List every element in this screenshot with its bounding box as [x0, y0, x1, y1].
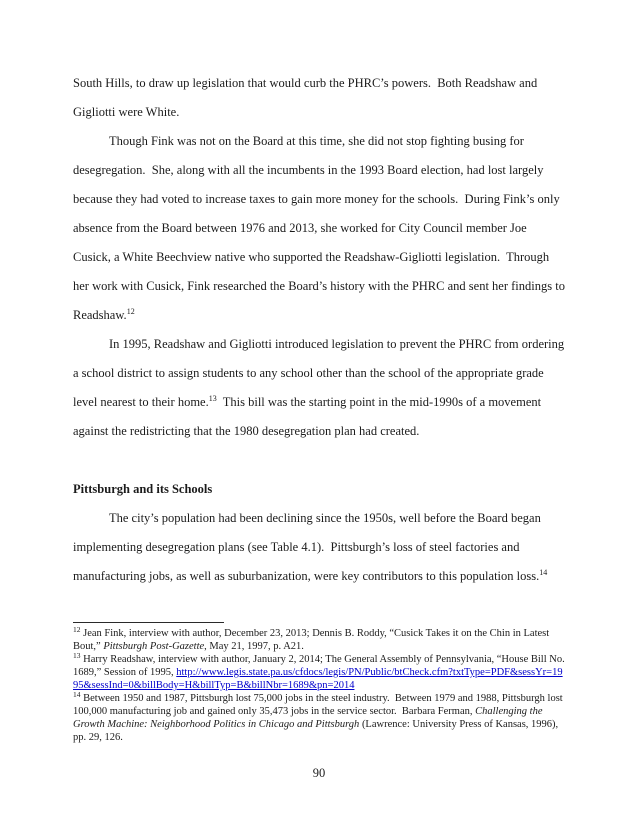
- section-heading: Pittsburgh and its Schools: [73, 482, 213, 496]
- footnote-13: [73, 653, 566, 692]
- body-paragraph-fink: [73, 127, 569, 330]
- footnote-12: [73, 627, 566, 653]
- page-number: 90: [312, 766, 326, 780]
- footnote-ref-14: 14: [539, 568, 548, 577]
- footnote-text: , May 21, 1997, p. A21.: [204, 641, 304, 652]
- paragraph-text: Though Fink was not on the Board at this time, she did not stop fighting busing for desegregation. She, along with all the incumbents in the 1993 Board election, had lost largely because they had voted to increase taxes to gain more money for the schools. During Fink’s only absence from the Board between 1976 and 2013, she worked for City Council member Joe Cusick, a White Beechview native who supported the Readshaw-Gigliotti legislation. Through her work with Cusick, Fink researched the Board’s history with the PHRC and sent her findings to Readshaw.: [73, 134, 569, 322]
- footnote-link[interactable]: http://www.legis.state.pa.us/cfdocs/legis/PN/Public/btCheck.cfm?txtType=PDF&sessYr=1995&sessInd=0&billBody=H&billTyp=B&billNbr=1689&pn=2014: [73, 667, 563, 691]
- footnote-separator: [73, 622, 224, 623]
- body-paragraph-population: [73, 504, 566, 591]
- footnote-text: Between 1950 and 1987, Pittsburgh lost 75,000 jobs in the steel industry. Between 1979 and 1988, Pittsburgh lost 100,000 manufacturing job and gained only 35,473 jobs in the service sector. Barbara Ferman,: [73, 693, 566, 717]
- body-paragraph-continuation: South Hills, to draw up legislation that would curb the PHRC’s powers. Both Readshaw and Gigliotti were White.: [73, 76, 541, 119]
- footnote-number: 14: [73, 690, 81, 699]
- footnote-number: 12: [73, 625, 81, 634]
- body-text: [73, 69, 569, 591]
- footnote-ref-12: 12: [126, 307, 135, 316]
- footnote-text: Jean Fink, interview with author, December 23, 2013; Dennis B. Roddy, “Cusick Takes it on the Chin in Latest Bout,”: [73, 628, 552, 652]
- footnote-italic-title: Challenging the Growth Machine: Neighborhood Politics in Chicago and Pittsburgh: [73, 706, 546, 730]
- footnote-number: 13: [73, 651, 81, 660]
- footnote-ref-13: 13: [208, 394, 217, 403]
- paragraph-text: The city’s population had been declining since the 1950s, well before the Board began implementing desegregation plans (see Table 4.1). Pittsburgh’s loss of steel factories and manufacturing jobs, as well as suburbanization, were key contributors to this population loss.: [73, 511, 544, 583]
- footnotes-section: [73, 622, 566, 744]
- paragraph-text: This bill was the starting point in the mid-1990s of a movement against the redistricting that the 1980 desegregation plan had created.: [73, 395, 545, 438]
- paragraph-text: In 1995, Readshaw and Gigliotti introduced legislation to prevent the PHRC from ordering a school district to assign students to any school other than the school of the appropriate grade level nearest to their home.: [73, 337, 568, 409]
- footnote-text: Harry Readshaw, interview with author, January 2, 2014; The General Assembly of Pennsylvania, “House Bill No. 1689,” Session of 1995,: [73, 654, 568, 678]
- body-paragraph-1995: [73, 330, 566, 446]
- footnote-text: (Lawrence: University Press of Kansas, 1996), pp. 29, 126.: [73, 719, 561, 743]
- footnote-italic-title: Pittsburgh Post-Gazette: [103, 641, 205, 652]
- footnote-14: [73, 692, 566, 744]
